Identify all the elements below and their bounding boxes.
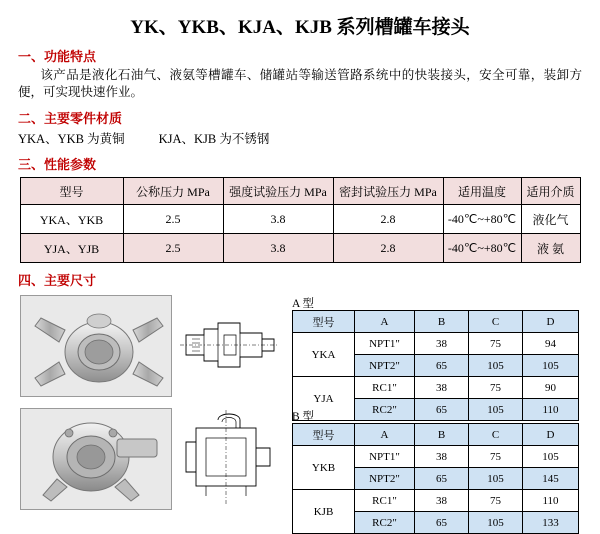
dim-a-r0-c2: 38 xyxy=(415,333,469,355)
perf-col-1: 公称压力 MPa xyxy=(123,178,223,205)
perf-r1-c2: 3.8 xyxy=(223,234,333,263)
performance-table-body xyxy=(20,205,580,263)
dim-b-model-1: KJB xyxy=(293,490,355,534)
dim-a-model-1: YJA xyxy=(293,377,355,421)
dim-a-r3-c4: 110 xyxy=(523,399,579,421)
dim-b-r3-c1: RC2" xyxy=(355,512,415,534)
dim-b-model-0: YKB xyxy=(293,446,355,490)
dim-b-r0-c2: 38 xyxy=(415,446,469,468)
dim-a-col-1: A xyxy=(355,311,415,333)
perf-r1-c3: 2.8 xyxy=(333,234,443,263)
dim-b-col-2: B xyxy=(415,424,469,446)
table-header-row xyxy=(293,311,579,333)
perf-r1-c5: 液 氨 xyxy=(521,234,580,263)
table-header-row xyxy=(293,424,579,446)
table-row xyxy=(20,234,580,263)
dim-b-body xyxy=(293,446,579,534)
dim-b-r0-c1: NPT1" xyxy=(355,446,415,468)
dim-a-col-4: D xyxy=(523,311,579,333)
performance-table-head xyxy=(20,178,580,205)
perf-r0-c1: 2.5 xyxy=(123,205,223,234)
perf-col-5: 适用介质 xyxy=(521,178,580,205)
dim-a-r2-c4: 90 xyxy=(523,377,579,399)
dim-b-col-4: D xyxy=(523,424,579,446)
dim-b-r0-c3: 75 xyxy=(469,446,523,468)
perf-r0-c0: YKA、YKB xyxy=(20,205,123,234)
dim-a-r0-c3: 75 xyxy=(469,333,523,355)
table-row xyxy=(293,333,579,355)
section-heading-dimensions: 四、主要尺寸 xyxy=(18,273,97,288)
dim-b-r1-c3: 105 xyxy=(469,468,523,490)
dim-a-col-2: B xyxy=(415,311,469,333)
dim-a-col-3: C xyxy=(469,311,523,333)
perf-col-0: 型号 xyxy=(20,178,123,205)
perf-r0-c5: 液化气 xyxy=(521,205,580,234)
dim-a-r1-c2: 65 xyxy=(415,355,469,377)
perf-col-2: 强度试验压力 MPa xyxy=(223,178,333,205)
photo-a xyxy=(20,295,172,397)
perf-r1-c1: 2.5 xyxy=(123,234,223,263)
perf-r0-c3: 2.8 xyxy=(333,205,443,234)
dim-b-r3-c2: 65 xyxy=(415,512,469,534)
perf-r1-c4: -40℃~+80℃ xyxy=(443,234,521,263)
dim-a-r2-c1: RC1" xyxy=(355,377,415,399)
material-line-a: YKA、YKB 为黄铜 xyxy=(18,132,125,146)
dim-a-head xyxy=(293,311,579,333)
dim-b-col-3: C xyxy=(469,424,523,446)
type-a-label: A 型 xyxy=(292,298,315,310)
dim-b-r2-c3: 75 xyxy=(469,490,523,512)
table-row xyxy=(293,446,579,468)
material-line-b: KJA、KJB 为不锈钢 xyxy=(158,132,270,146)
perf-r0-c4: -40℃~+80℃ xyxy=(443,205,521,234)
dim-a-r3-c1: RC2" xyxy=(355,399,415,421)
drawing-a xyxy=(178,295,280,395)
dim-b-r1-c1: NPT2" xyxy=(355,468,415,490)
table-row xyxy=(293,377,579,399)
dim-b-head xyxy=(293,424,579,446)
photo-b xyxy=(20,408,172,510)
dim-a-r0-c4: 94 xyxy=(523,333,579,355)
dim-a-r3-c2: 65 xyxy=(415,399,469,421)
dim-b-r2-c2: 38 xyxy=(415,490,469,512)
dim-b-col-0: 型号 xyxy=(293,424,355,446)
coupling-photo-b-graphic xyxy=(21,409,171,509)
section-heading-material: 二、主要零件材质 xyxy=(18,111,123,126)
perf-r0-c2: 3.8 xyxy=(223,205,333,234)
dim-b-r3-c3: 105 xyxy=(469,512,523,534)
drawing-b xyxy=(178,408,280,508)
dim-b-r2-c1: RC1" xyxy=(355,490,415,512)
section-heading-features: 一、功能特点 xyxy=(18,49,97,64)
dim-a-r1-c4: 105 xyxy=(523,355,579,377)
table-row xyxy=(20,205,580,234)
perf-col-3: 密封试验压力 MPa xyxy=(333,178,443,205)
dim-a-r0-c1: NPT1" xyxy=(355,333,415,355)
dim-b-col-1: A xyxy=(355,424,415,446)
features-text: 该产品是液化石油气、液氨等槽罐车、储罐站等输送管路系统中的快装接头，安全可靠，装卸方便，可实现快速作业。 xyxy=(18,68,582,99)
table-row xyxy=(293,490,579,512)
page-title: YK、YKB、KJA、KJB 系列槽罐车接头 xyxy=(130,17,470,38)
dimension-table-b xyxy=(292,423,579,534)
dim-a-body xyxy=(293,333,579,421)
material-line xyxy=(18,129,600,147)
dim-a-r3-c3: 105 xyxy=(469,399,523,421)
dimension-table-a xyxy=(292,310,579,421)
dim-a-r2-c3: 75 xyxy=(469,377,523,399)
perf-col-4: 适用温度 xyxy=(443,178,521,205)
features-paragraph xyxy=(18,67,582,101)
dim-a-col-0: 型号 xyxy=(293,311,355,333)
dim-b-r0-c4: 105 xyxy=(523,446,579,468)
dim-b-r3-c4: 133 xyxy=(523,512,579,534)
dim-b-r2-c4: 110 xyxy=(523,490,579,512)
type-b-label: B 型 xyxy=(292,411,315,423)
dim-b-r1-c4: 145 xyxy=(523,468,579,490)
section-heading-performance: 三、性能参数 xyxy=(18,157,97,172)
coupling-photo-a-graphic xyxy=(21,296,171,396)
dim-a-r1-c1: NPT2" xyxy=(355,355,415,377)
coupling-drawing-a-graphic xyxy=(178,295,280,395)
dim-a-r2-c2: 38 xyxy=(415,377,469,399)
table-header-row xyxy=(20,178,580,205)
perf-r1-c0: YJA、YJB xyxy=(20,234,123,263)
dim-a-r1-c3: 105 xyxy=(469,355,523,377)
coupling-drawing-b-graphic xyxy=(178,408,280,508)
dim-a-model-0: YKA xyxy=(293,333,355,377)
performance-table xyxy=(20,177,581,263)
dim-b-r1-c2: 65 xyxy=(415,468,469,490)
